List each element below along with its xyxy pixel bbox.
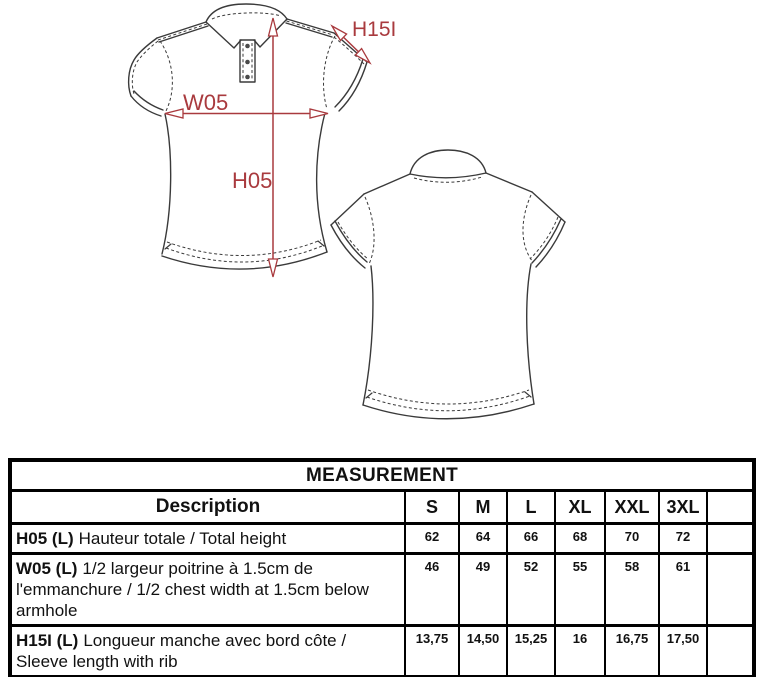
button-icon: [245, 60, 250, 65]
measurement-annotations: [165, 18, 396, 277]
measurement-description: [10, 524, 405, 554]
size-value-cell: 46: [405, 554, 459, 626]
size-value-cell: 70: [605, 524, 659, 554]
back-view-stitching: [338, 177, 558, 411]
measurement-description: [10, 626, 405, 677]
size-header-3xl: 3XL: [659, 491, 707, 524]
table-title: MEASUREMENT: [10, 460, 754, 491]
table-row: [10, 524, 754, 554]
w05-arrowhead-right-icon: [310, 109, 328, 118]
size-value-cell: 55: [555, 554, 605, 626]
front-right-side-seam: [317, 113, 327, 252]
size-value-cell: 66: [507, 524, 555, 554]
front-left-side-seam: [162, 114, 171, 254]
size-value-cell: 15,25: [507, 626, 555, 677]
size-header-xxl: XXL: [605, 491, 659, 524]
back-view-drawing: [331, 150, 565, 419]
measurement-text: Hauteur totale / Total height: [78, 529, 287, 548]
size-value-cell: 62: [405, 524, 459, 554]
measurement-text: 1/2 largeur poitrine à 1.5cm de l'emmanchure / 1/2 chest width at 1.5cm below armhole: [16, 559, 369, 620]
table-row: [10, 626, 754, 677]
size-value-cell: 17,50: [659, 626, 707, 677]
table-header-row: [10, 491, 754, 524]
size-value-cell: 13,75: [405, 626, 459, 677]
size-value-cell: 16: [555, 626, 605, 677]
back-collar-outline: [410, 150, 486, 174]
back-left-sleeve: [331, 194, 364, 225]
measurement-table: [8, 458, 756, 677]
size-value-cell: 52: [507, 554, 555, 626]
description-header: Description: [10, 491, 405, 524]
size-value-cell: 16,75: [605, 626, 659, 677]
size-value-cell-empty: [707, 626, 754, 677]
h05-arrowhead-down-icon: [269, 259, 278, 277]
button-icon: [245, 75, 250, 80]
size-header-empty: [707, 491, 754, 524]
front-collar-left-flap: [206, 22, 241, 48]
size-value-cell: 61: [659, 554, 707, 626]
h15i-label: H15I: [352, 18, 397, 41]
size-value-cell: 64: [459, 524, 507, 554]
size-value-cell-empty: [707, 524, 754, 554]
measurement-description: [10, 554, 405, 626]
size-header-l: L: [507, 491, 555, 524]
button-icon: [245, 44, 250, 49]
size-value-cell: 14,50: [459, 626, 507, 677]
h05-label: H05: [232, 168, 273, 193]
w05-label: W05: [183, 90, 229, 115]
front-placket-buttons: [245, 44, 250, 80]
size-value-cell: 49: [459, 554, 507, 626]
back-right-side-seam: [527, 264, 534, 404]
measurement-code: H05 (L): [16, 529, 74, 548]
size-value-cell: 68: [555, 524, 605, 554]
back-hem: [363, 404, 534, 419]
size-value-cell-empty: [707, 554, 754, 626]
back-right-sleeve: [532, 192, 565, 222]
h05-arrowhead-up-icon: [269, 18, 278, 36]
size-header-s: S: [405, 491, 459, 524]
table-title-row: [10, 460, 754, 491]
measurement-code: W05 (L): [16, 559, 78, 578]
size-value-cell: 58: [605, 554, 659, 626]
w05-arrowhead-left-icon: [165, 109, 183, 118]
back-left-side-seam: [363, 266, 373, 405]
size-header-m: M: [459, 491, 507, 524]
table-row: [10, 554, 754, 626]
measurement-code: H15I (L): [16, 631, 79, 650]
size-header-xl: XL: [555, 491, 605, 524]
size-value-cell: 72: [659, 524, 707, 554]
measurement-text: Longueur manche avec bord côte / Sleeve length with rib: [16, 631, 347, 671]
